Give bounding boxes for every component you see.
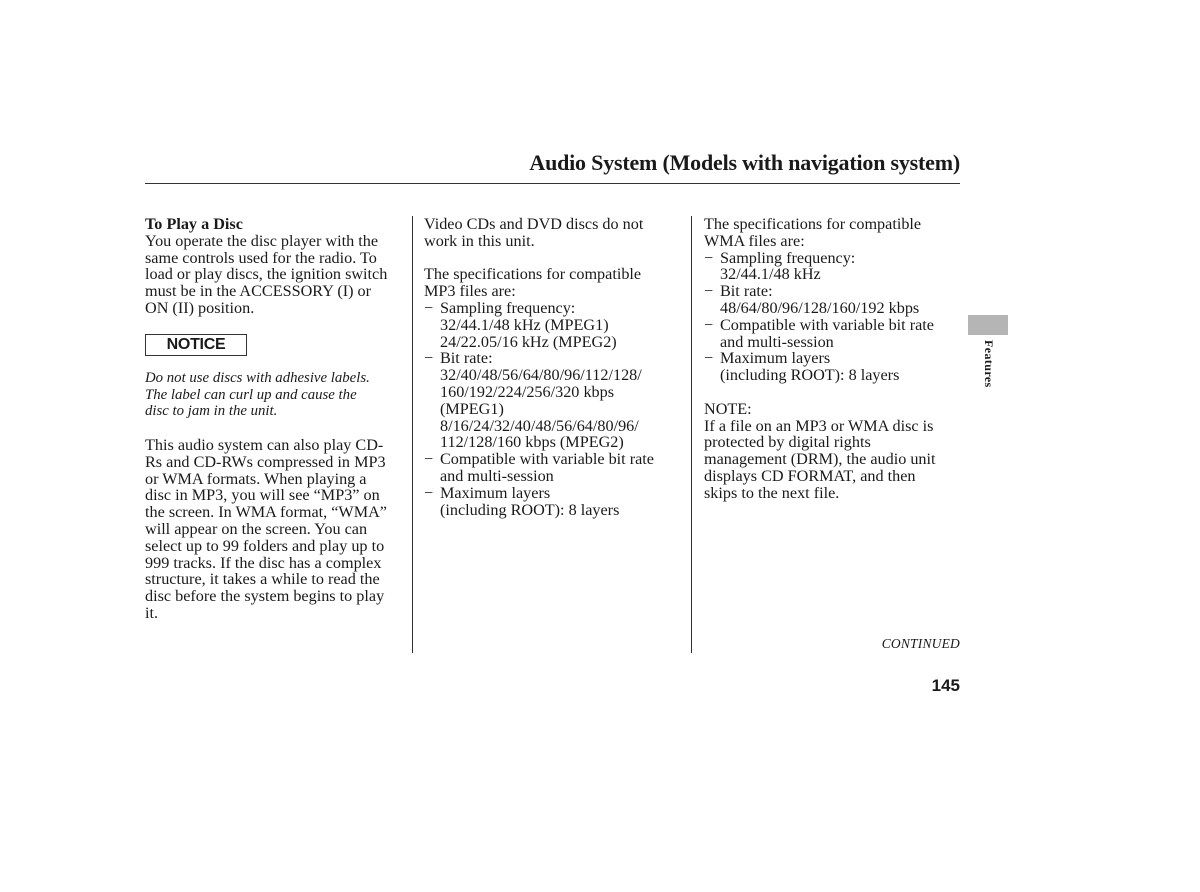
spec-item	[704, 250, 954, 284]
spec-text	[720, 350, 954, 384]
column-2	[424, 216, 686, 518]
column-divider-2	[691, 216, 692, 653]
text-line: disc before the system begins to play	[145, 587, 385, 606]
text-line: (including ROOT): 8 layers	[440, 500, 620, 519]
spec-text	[720, 283, 954, 317]
text-line: ON (II) position.	[145, 298, 255, 317]
section-side-label: Features	[982, 340, 996, 388]
text-line: protected by digital rights	[704, 433, 871, 452]
text-line: and multi-session	[440, 466, 554, 485]
text-line: disc in MP3, you will see “MP3” on	[145, 486, 380, 505]
dash-marker: −	[704, 282, 714, 301]
intro-text	[145, 233, 407, 317]
dash-marker: −	[424, 483, 434, 502]
text-line: 112/128/160 kbps (MPEG2)	[440, 433, 624, 452]
text-line: 24/22.05/16 kHz (MPEG2)	[440, 332, 617, 351]
text-line: the screen. In WMA format, “WMA”	[145, 503, 387, 522]
text-line: or WMA formats. When playing a	[145, 469, 367, 488]
page-title: Audio System (Models with navigation system)	[529, 150, 960, 175]
text-line: structure, it takes a while to read the	[145, 570, 380, 589]
spec-item	[704, 350, 954, 384]
spec-item	[424, 300, 686, 350]
body-text	[145, 437, 407, 622]
text-line: work in this unit.	[424, 231, 535, 250]
text-line: The specifications for compatible	[704, 215, 922, 233]
spec-item	[704, 317, 954, 351]
spec-intro	[424, 266, 686, 300]
text-line: management (DRM), the audio unit	[704, 450, 936, 469]
notice-text	[145, 370, 407, 420]
text-line: WMA files are:	[704, 231, 805, 250]
text-line: Bit rate:	[720, 282, 773, 301]
text-line: same controls used for the radio. To	[145, 248, 377, 267]
text-line: Do not use discs with adhesive labels.	[145, 369, 370, 386]
continued-label: CONTINUED	[881, 636, 960, 651]
text-line: and multi-session	[720, 332, 834, 351]
text-line: load or play discs, the ignition switch	[145, 265, 388, 284]
spec-item	[704, 283, 954, 317]
page-number: 145	[931, 676, 960, 695]
text-line: 999 tracks. If the disc has a complex	[145, 553, 382, 572]
text-line: displays CD FORMAT, and then	[704, 466, 916, 485]
text-line: 32/40/48/56/64/80/96/112/128/	[440, 366, 642, 385]
text-line: (including ROOT): 8 layers	[720, 366, 900, 385]
text-line: (MPEG1)	[440, 399, 504, 418]
spec-text	[440, 451, 686, 485]
dash-marker: −	[704, 315, 714, 334]
text-line: Bit rate:	[440, 349, 493, 368]
spec-list	[704, 250, 954, 384]
text-line: disc to jam in the unit.	[145, 403, 278, 420]
dash-marker: −	[704, 349, 714, 368]
header-rule	[145, 183, 960, 184]
text-line: select up to 99 folders and play up to	[145, 536, 385, 555]
text-line: Compatible with variable bit rate	[720, 315, 934, 334]
text-line: 8/16/24/32/40/48/56/64/80/96/	[440, 416, 639, 435]
dash-marker: −	[424, 298, 434, 317]
text-line: Sampling frequency:	[720, 248, 856, 267]
spec-item	[424, 350, 686, 451]
text-line: will appear on the screen. You can	[145, 519, 368, 538]
text-line: must be in the ACCESSORY (I) or	[145, 282, 372, 301]
spec-text	[720, 250, 954, 284]
text-line: You operate the disc player with the	[145, 231, 379, 250]
text-line: Maximum layers	[720, 349, 831, 368]
text-line: If a file on an MP3 or WMA disc is	[704, 416, 934, 435]
spec-item	[424, 451, 686, 485]
text-line: The label can curl up and cause the	[145, 386, 357, 403]
spec-text	[440, 300, 686, 350]
column-divider-1	[412, 216, 413, 653]
column-1	[145, 216, 407, 622]
text-line: it.	[145, 603, 159, 622]
notice-box: NOTICE	[145, 334, 247, 356]
text-line: skips to the next file.	[704, 483, 840, 502]
spec-text	[440, 485, 686, 519]
note-text	[704, 418, 954, 502]
text-line: This audio system can also play CD-	[145, 435, 384, 454]
text-line: 32/44.1/48 kHz	[720, 265, 821, 284]
section-tab	[968, 315, 1008, 335]
note-label: NOTE:	[704, 399, 752, 418]
text-line: Compatible with variable bit rate	[440, 450, 654, 469]
text-line: Sampling frequency:	[440, 298, 576, 317]
text-line: Rs and CD-RWs compressed in MP3	[145, 452, 386, 471]
spec-item	[424, 485, 686, 519]
section-heading: To Play a Disc	[145, 215, 243, 233]
text-line: MP3 files are:	[424, 282, 516, 301]
dash-marker: −	[424, 349, 434, 368]
column-3	[704, 216, 954, 502]
text-line: 160/192/224/256/320 kbps	[440, 382, 615, 401]
text-line: The specifications for compatible	[424, 265, 642, 284]
spec-text	[440, 350, 686, 451]
spec-text	[720, 317, 954, 351]
text-line: Maximum layers	[440, 483, 551, 502]
dash-marker: −	[704, 248, 714, 267]
spec-intro	[704, 216, 954, 250]
text-line: Video CDs and DVD discs do not	[424, 215, 644, 233]
intro-text	[424, 216, 686, 250]
dash-marker: −	[424, 450, 434, 469]
text-line: 32/44.1/48 kHz (MPEG1)	[440, 315, 609, 334]
spec-list	[424, 300, 686, 518]
text-line: 48/64/80/96/128/160/192 kbps	[720, 298, 920, 317]
